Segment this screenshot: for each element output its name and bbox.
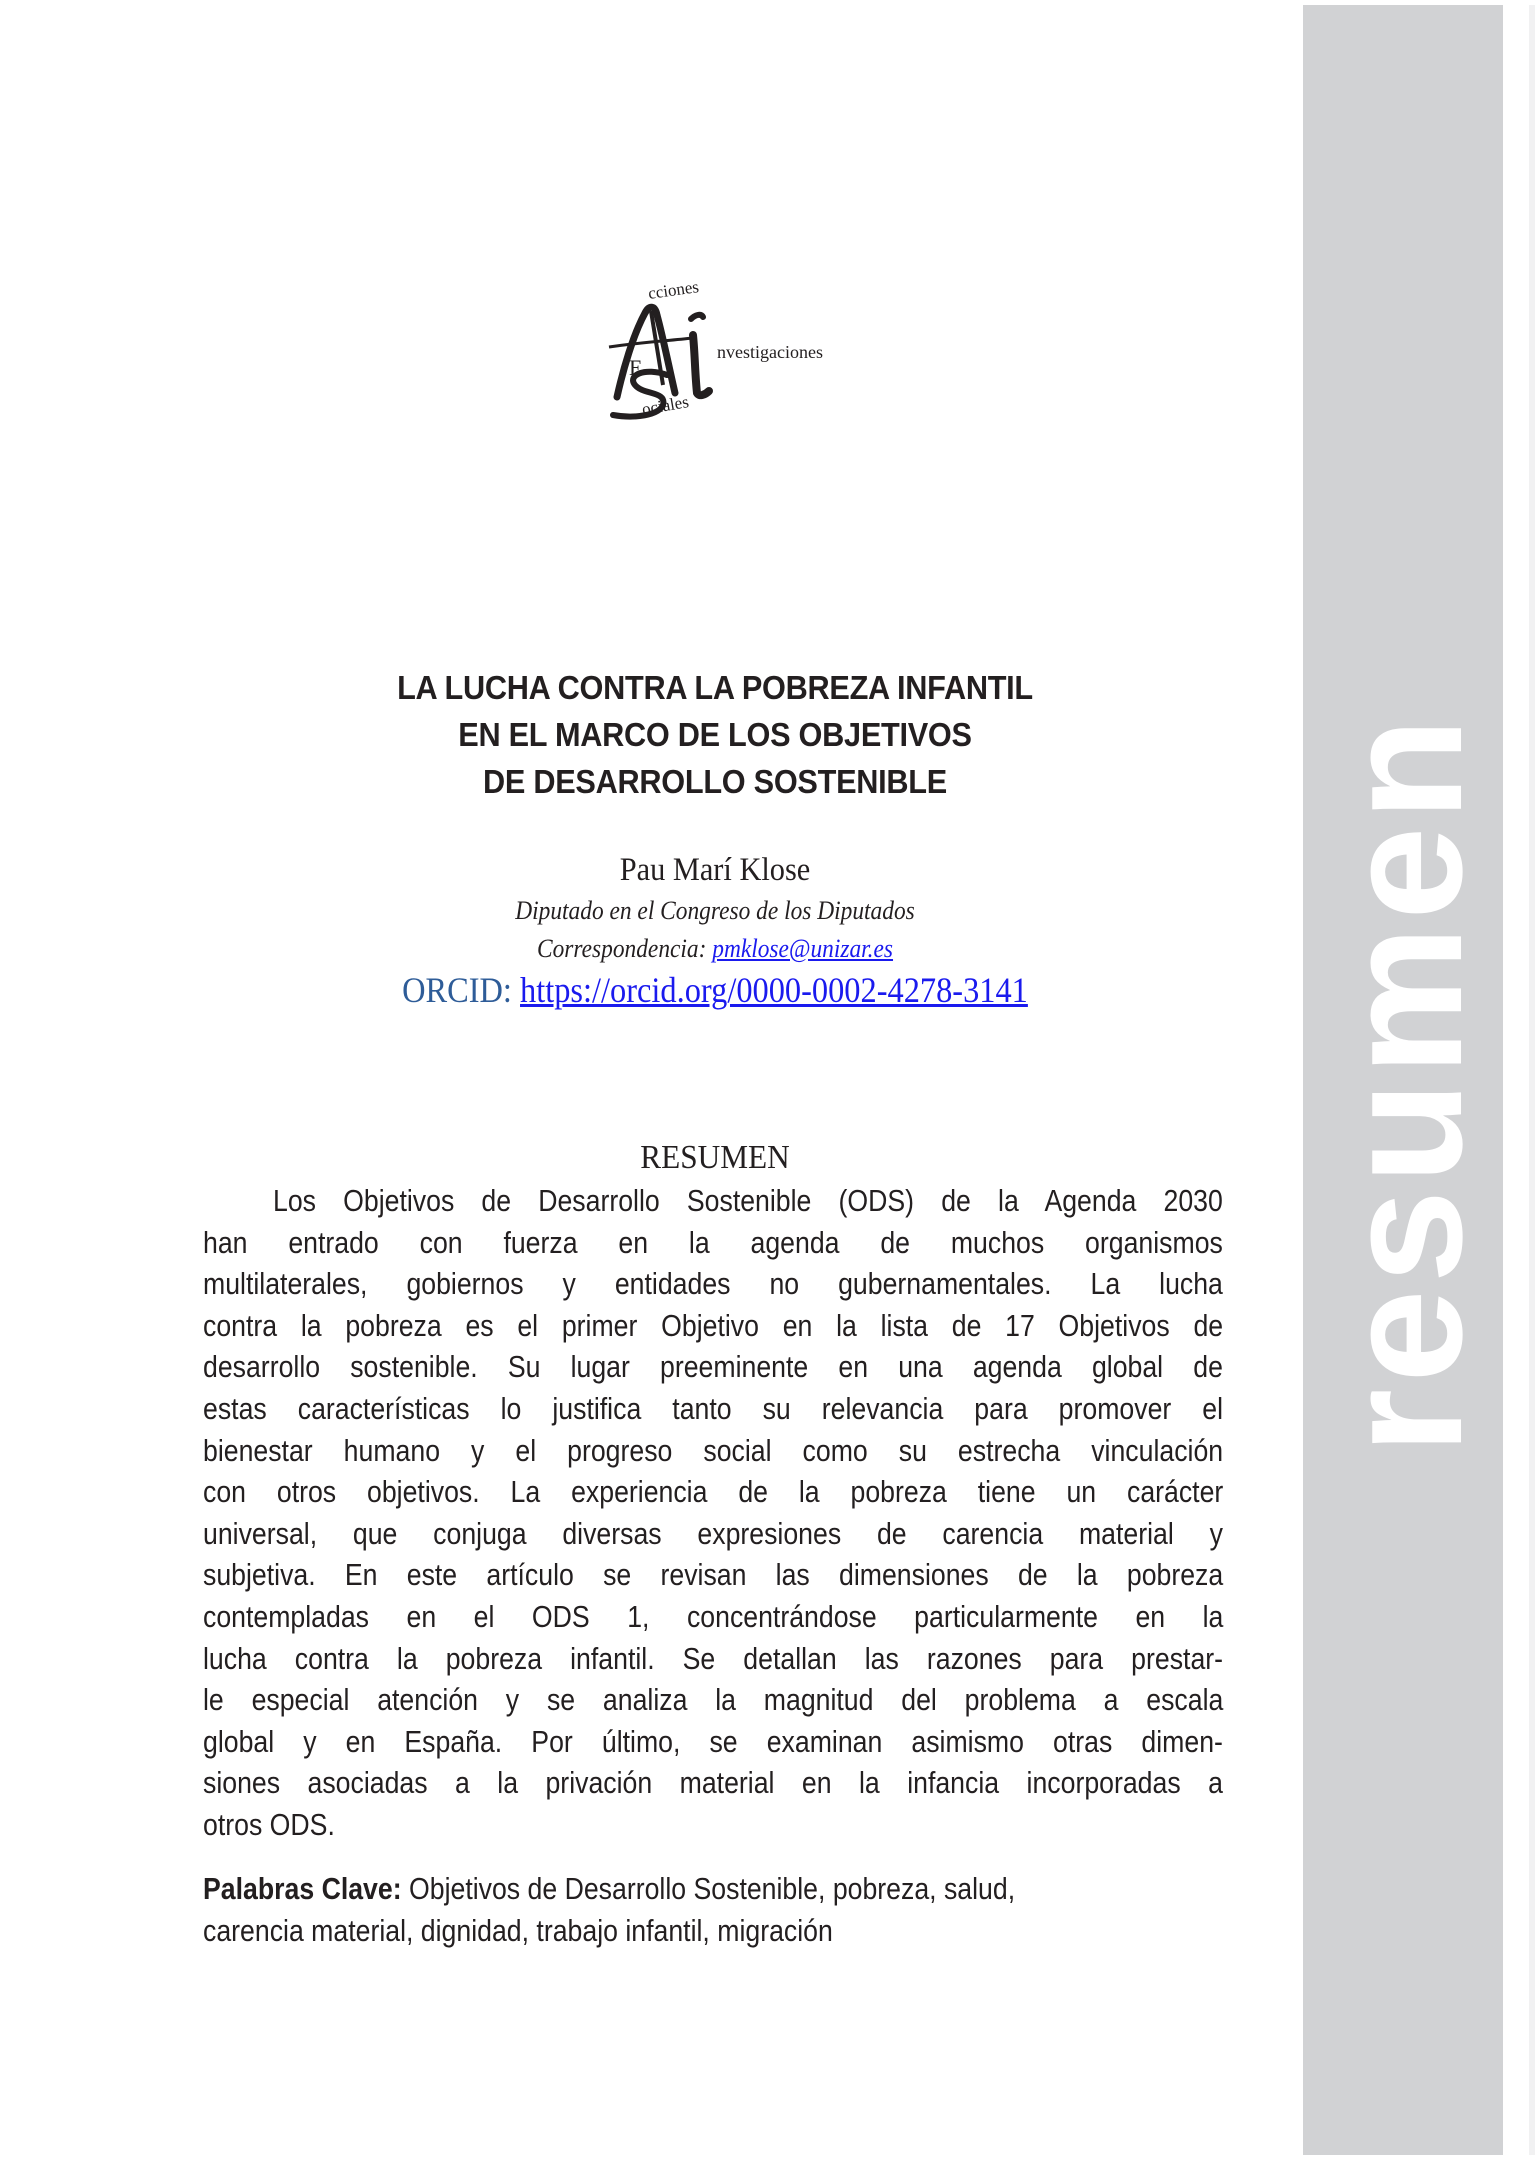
keywords-line-1 (203, 1868, 1223, 1910)
abstract-line (203, 1388, 1223, 1430)
article-title (239, 664, 1191, 805)
abstract-line-text: le especial atención y se analiza la magnitud del problema a escala (203, 1682, 1224, 1718)
logo-word-investigaciones: nvestigaciones (717, 342, 823, 362)
abstract-line (203, 1554, 1223, 1596)
abstract-line (203, 1762, 1223, 1804)
abstract-line-text: universal, que conjuga diversas expresiones de carencia material y (203, 1515, 1223, 1551)
abstract-line (203, 1721, 1223, 1763)
abstract-line-text: Los Objetivos de Desarrollo Sostenible (ODS) de la Agenda 2030 (273, 1183, 1223, 1218)
correspondence-label: Correspondencia: (536, 934, 713, 963)
abstract-line (203, 1305, 1223, 1347)
author-name: Pau Marí Klose (619, 852, 811, 888)
abstract-line-text: con otros objetivos. La experiencia de la pobreza tiene un carácter (203, 1474, 1224, 1510)
journal-logo-icon (605, 275, 845, 425)
abstract-line-text: siones asociadas a la privación material en la infancia incorporadas a (203, 1765, 1223, 1801)
abstract-line-text: contra la pobreza es el primer Objetivo en la lista de 17 Objetivos de (203, 1307, 1224, 1343)
keywords-text-2: carencia material, dignidad, trabajo infantil, migración (203, 1912, 833, 1948)
author-block (203, 848, 1227, 1012)
abstract-line (203, 1804, 1223, 1846)
abstract-line (203, 1638, 1223, 1680)
title-line-3: DE DESARROLLO SOSTENIBLE (483, 763, 947, 800)
orcid (254, 968, 1176, 1012)
abstract-line-text: lucha contra la pobreza infantil. Se detallan las razones para prestar- (203, 1640, 1224, 1676)
journal-logo (605, 275, 845, 425)
correspondence (254, 930, 1176, 968)
abstract-line-text: subjetiva. En este artículo se revisan las dimensiones de la pobreza (203, 1557, 1224, 1593)
page-edge (1529, 5, 1535, 2155)
abstract-body (203, 1180, 1223, 1846)
logo-word-acciones: cciones (646, 277, 701, 303)
abstract-line-text: otros ODS. (203, 1806, 335, 1842)
keywords-label: Palabras Clave: (203, 1871, 402, 1906)
abstract-line (203, 1263, 1223, 1305)
orcid-label: ORCID: (402, 970, 521, 1010)
keywords-line-2 (203, 1910, 1223, 1952)
orcid-link[interactable]: https://orcid.org/0000-0002-4278-3141 (520, 970, 1028, 1010)
abstract-heading: RESUMEN (640, 1139, 790, 1176)
abstract-line-text: han entrado con fuerza en la agenda de muchos organismos (203, 1224, 1223, 1260)
abstract-line (203, 1222, 1223, 1264)
logo-word-sociales: ociales (640, 392, 691, 419)
abstract-line-text: bienestar humano y el progreso social como su estrecha vinculación (203, 1432, 1224, 1468)
abstract-line (203, 1679, 1223, 1721)
abstract-line (203, 1430, 1223, 1472)
title-line-2: EN EL MARCO DE LOS OBJETIVOS (458, 716, 972, 753)
logo-letter-e: E (629, 355, 643, 380)
section-sidebar-text: resumen (1309, 711, 1497, 1455)
author-affiliation: Diputado en el Congreso de los Diputados (515, 896, 915, 925)
title-line-1: LA LUCHA CONTRA LA POBREZA INFANTIL (397, 669, 1033, 706)
keywords (203, 1868, 1223, 1951)
abstract-line-text: contempladas en el ODS 1, concentrándose particularmente en la (203, 1598, 1224, 1634)
abstract-line (203, 1513, 1223, 1555)
email-link[interactable]: pmklose@unizar.es (712, 934, 894, 963)
abstract-line-text: multilaterales, gobiernos y entidades no gubernamentales. La lucha (203, 1266, 1223, 1302)
abstract-line-text: desarrollo sostenible. Su lugar preeminente en una agenda global de (203, 1349, 1223, 1385)
section-sidebar-label (1303, 600, 1503, 1566)
abstract-line (203, 1596, 1223, 1638)
abstract-line (203, 1346, 1223, 1388)
abstract-line (203, 1180, 1223, 1222)
abstract-line (203, 1471, 1223, 1513)
abstract-line-text: estas características lo justifica tanto su relevancia para promover el (203, 1390, 1224, 1426)
keywords-text-1: Objetivos de Desarrollo Sostenible, pobreza, salud, (401, 1871, 1016, 1906)
abstract-line-text: global y en España. Por último, se examinan asimismo otras dimen- (203, 1723, 1223, 1759)
